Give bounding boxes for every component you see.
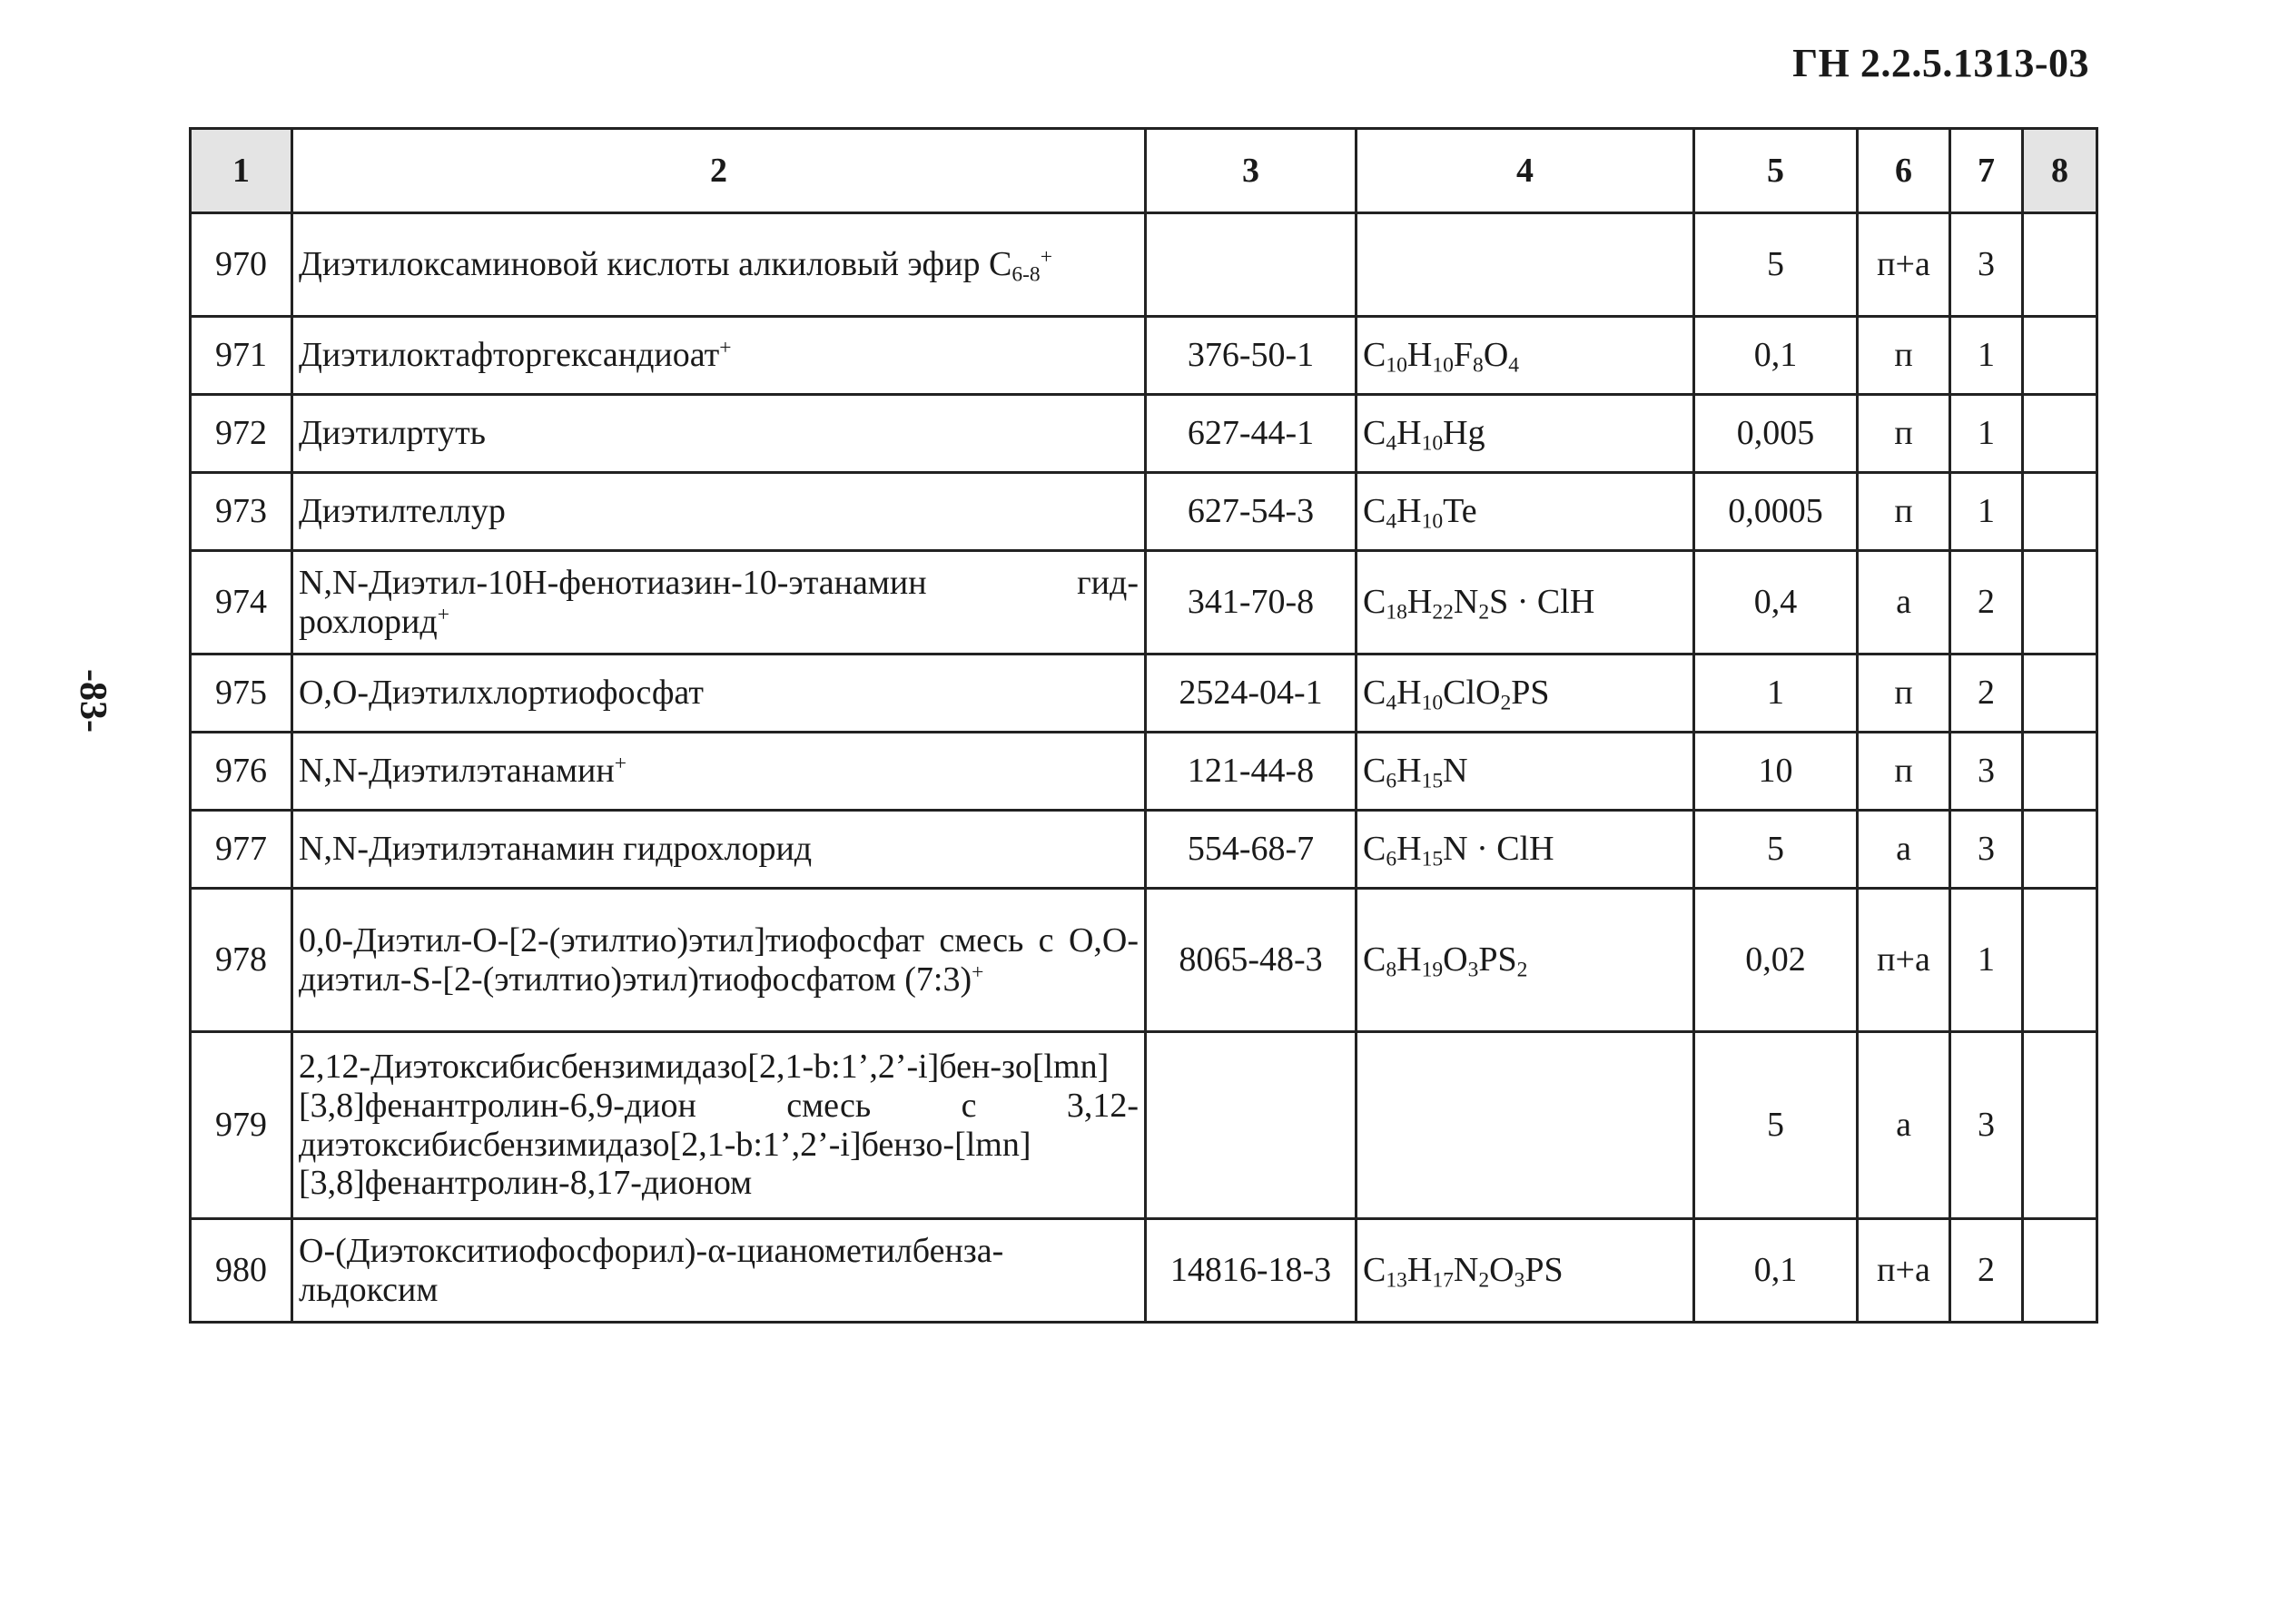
hazard-class: 1 bbox=[1950, 473, 2023, 551]
column-header: 2 bbox=[292, 129, 1146, 213]
document-code: ГН 2.2.5.1313-03 bbox=[1792, 41, 2089, 85]
aggregate-state: а bbox=[1858, 551, 1950, 655]
cas-number bbox=[1146, 1032, 1357, 1219]
row-number: 979 bbox=[191, 1032, 292, 1219]
chemical-formula: $C_4H_{10}Te$ bbox=[1357, 473, 1694, 551]
hazard-class: 2 bbox=[1950, 1219, 2023, 1323]
substance-name: О,О-Диэтилхлортиофосфат bbox=[292, 655, 1146, 733]
table-row bbox=[191, 551, 2097, 655]
table-row bbox=[191, 213, 2097, 317]
cas-number: 627-54-3 bbox=[1146, 473, 1357, 551]
aggregate-state: п+а bbox=[1858, 1219, 1950, 1323]
table-header-row bbox=[191, 129, 2097, 213]
limit-value: 0,1 bbox=[1694, 317, 1858, 395]
chemical-formula: $C_4H_{10}ClO_2PS$ bbox=[1357, 655, 1694, 733]
substance-name: N,N-Диэтилэтанамин+ bbox=[292, 733, 1146, 811]
note-cell bbox=[2023, 1219, 2097, 1323]
note-cell bbox=[2023, 317, 2097, 395]
limit-value: 5 bbox=[1694, 1032, 1858, 1219]
column-header: 8 bbox=[2023, 129, 2097, 213]
note-cell bbox=[2023, 733, 2097, 811]
row-number: 977 bbox=[191, 811, 292, 889]
hazard-class: 2 bbox=[1950, 655, 2023, 733]
column-header: 5 bbox=[1694, 129, 1858, 213]
aggregate-state: п bbox=[1858, 655, 1950, 733]
limit-value: 0,1 bbox=[1694, 1219, 1858, 1323]
chemical-formula: $C_{18}H_{22}N_2S$ · ClH bbox=[1357, 551, 1694, 655]
row-number: 972 bbox=[191, 395, 292, 473]
column-header: 4 bbox=[1357, 129, 1694, 213]
aggregate-state: п+а bbox=[1858, 213, 1950, 317]
table-row bbox=[191, 473, 2097, 551]
substance-name: Диэтилоксаминовой кислоты алкиловый эфир $C_{6-8}^+$ bbox=[292, 213, 1146, 317]
cas-number: 341-70-8 bbox=[1146, 551, 1357, 655]
hazard-class: 1 bbox=[1950, 395, 2023, 473]
aggregate-state: п bbox=[1858, 317, 1950, 395]
note-cell bbox=[2023, 889, 2097, 1032]
chemical-formula bbox=[1357, 1032, 1694, 1219]
table-row bbox=[191, 317, 2097, 395]
hazard-class: 1 bbox=[1950, 889, 2023, 1032]
row-number: 973 bbox=[191, 473, 292, 551]
row-number: 970 bbox=[191, 213, 292, 317]
chemical-formula: $C_6H_{15}N$ · ClH bbox=[1357, 811, 1694, 889]
table-row bbox=[191, 1219, 2097, 1323]
note-cell bbox=[2023, 811, 2097, 889]
chemical-formula bbox=[1357, 213, 1694, 317]
row-number: 974 bbox=[191, 551, 292, 655]
cas-number: 14816-18-3 bbox=[1146, 1219, 1357, 1323]
table-row bbox=[191, 889, 2097, 1032]
note-cell bbox=[2023, 1032, 2097, 1219]
limit-value: 0,02 bbox=[1694, 889, 1858, 1032]
table-row bbox=[191, 395, 2097, 473]
substance-name: Диэтилтеллур bbox=[292, 473, 1146, 551]
aggregate-state: п bbox=[1858, 473, 1950, 551]
limit-value: 0,0005 bbox=[1694, 473, 1858, 551]
column-header: 1 bbox=[191, 129, 292, 213]
hazard-class: 1 bbox=[1950, 317, 2023, 395]
limit-value: 5 bbox=[1694, 811, 1858, 889]
page-number: -83- bbox=[72, 669, 113, 733]
cas-number bbox=[1146, 213, 1357, 317]
column-header: 7 bbox=[1950, 129, 2023, 213]
note-cell bbox=[2023, 213, 2097, 317]
row-number: 978 bbox=[191, 889, 292, 1032]
row-number: 975 bbox=[191, 655, 292, 733]
aggregate-state: п bbox=[1858, 733, 1950, 811]
chemical-formula: $C_{13}H_{17}N_2O_3PS$ bbox=[1357, 1219, 1694, 1323]
chemical-formula: $C_{10}H_{10}F_8O_4$ bbox=[1357, 317, 1694, 395]
column-header: 6 bbox=[1858, 129, 1950, 213]
substance-name: О-(Диэтокситиофосфорил)-α-цианометилбенза-льдоксим bbox=[292, 1219, 1146, 1323]
limit-value: 0,005 bbox=[1694, 395, 1858, 473]
cas-number: 121-44-8 bbox=[1146, 733, 1357, 811]
substance-name: Диэтилоктафторгександиоат+ bbox=[292, 317, 1146, 395]
chemical-formula: $C_6H_{15}N$ bbox=[1357, 733, 1694, 811]
aggregate-state: п bbox=[1858, 395, 1950, 473]
cas-number: 627-44-1 bbox=[1146, 395, 1357, 473]
aggregate-state: а bbox=[1858, 1032, 1950, 1219]
note-cell bbox=[2023, 473, 2097, 551]
substance-name: Диэтилртуть bbox=[292, 395, 1146, 473]
limit-value: 0,4 bbox=[1694, 551, 1858, 655]
chemical-formula: $C_8H_{19}O_3PS_2$ bbox=[1357, 889, 1694, 1032]
limit-value: 10 bbox=[1694, 733, 1858, 811]
cas-number: 554-68-7 bbox=[1146, 811, 1357, 889]
hazard-class: 3 bbox=[1950, 213, 2023, 317]
table-row bbox=[191, 811, 2097, 889]
table-row bbox=[191, 733, 2097, 811]
note-cell bbox=[2023, 551, 2097, 655]
hazard-class: 3 bbox=[1950, 733, 2023, 811]
substance-name: N,N-Диэтилэтанамин гидрохлорид bbox=[292, 811, 1146, 889]
substance-name: 0,0-Диэтил-О-[2-(этилтио)этил]тиофосфат смесь с О,О-диэтил-S-[2-(этилтио)этил)тиофосфатом (7:3)+ bbox=[292, 889, 1146, 1032]
substance-name: 2,12-Диэтоксибисбензимидазо[2,1-b:1’,2’-i]бен-зо[lmn][3,8]фенантролин-6,9-дион смесь с 3,12-диэтоксибисбензимидазо[2,1-b:1’,2’-i]бензо-[lmn][3,8]фенантролин-8,17-дионом bbox=[292, 1032, 1146, 1219]
table-body bbox=[191, 213, 2097, 1323]
substance-name: N,N-Диэтил-10Н-фенотиазин-10-этанамин гид-рохлорид+ bbox=[292, 551, 1146, 655]
substances-table bbox=[189, 127, 2098, 1324]
row-number: 976 bbox=[191, 733, 292, 811]
hazard-class: 3 bbox=[1950, 1032, 2023, 1219]
chemical-formula: $C_4H_{10}Hg$ bbox=[1357, 395, 1694, 473]
cas-number: 376-50-1 bbox=[1146, 317, 1357, 395]
note-cell bbox=[2023, 395, 2097, 473]
table-row bbox=[191, 1032, 2097, 1219]
row-number: 980 bbox=[191, 1219, 292, 1323]
aggregate-state: а bbox=[1858, 811, 1950, 889]
cas-number: 2524-04-1 bbox=[1146, 655, 1357, 733]
column-header: 3 bbox=[1146, 129, 1357, 213]
table-row bbox=[191, 655, 2097, 733]
hazard-class: 3 bbox=[1950, 811, 2023, 889]
cas-number: 8065-48-3 bbox=[1146, 889, 1357, 1032]
note-cell bbox=[2023, 655, 2097, 733]
limit-value: 5 bbox=[1694, 213, 1858, 317]
limit-value: 1 bbox=[1694, 655, 1858, 733]
aggregate-state: п+а bbox=[1858, 889, 1950, 1032]
row-number: 971 bbox=[191, 317, 292, 395]
hazard-class: 2 bbox=[1950, 551, 2023, 655]
